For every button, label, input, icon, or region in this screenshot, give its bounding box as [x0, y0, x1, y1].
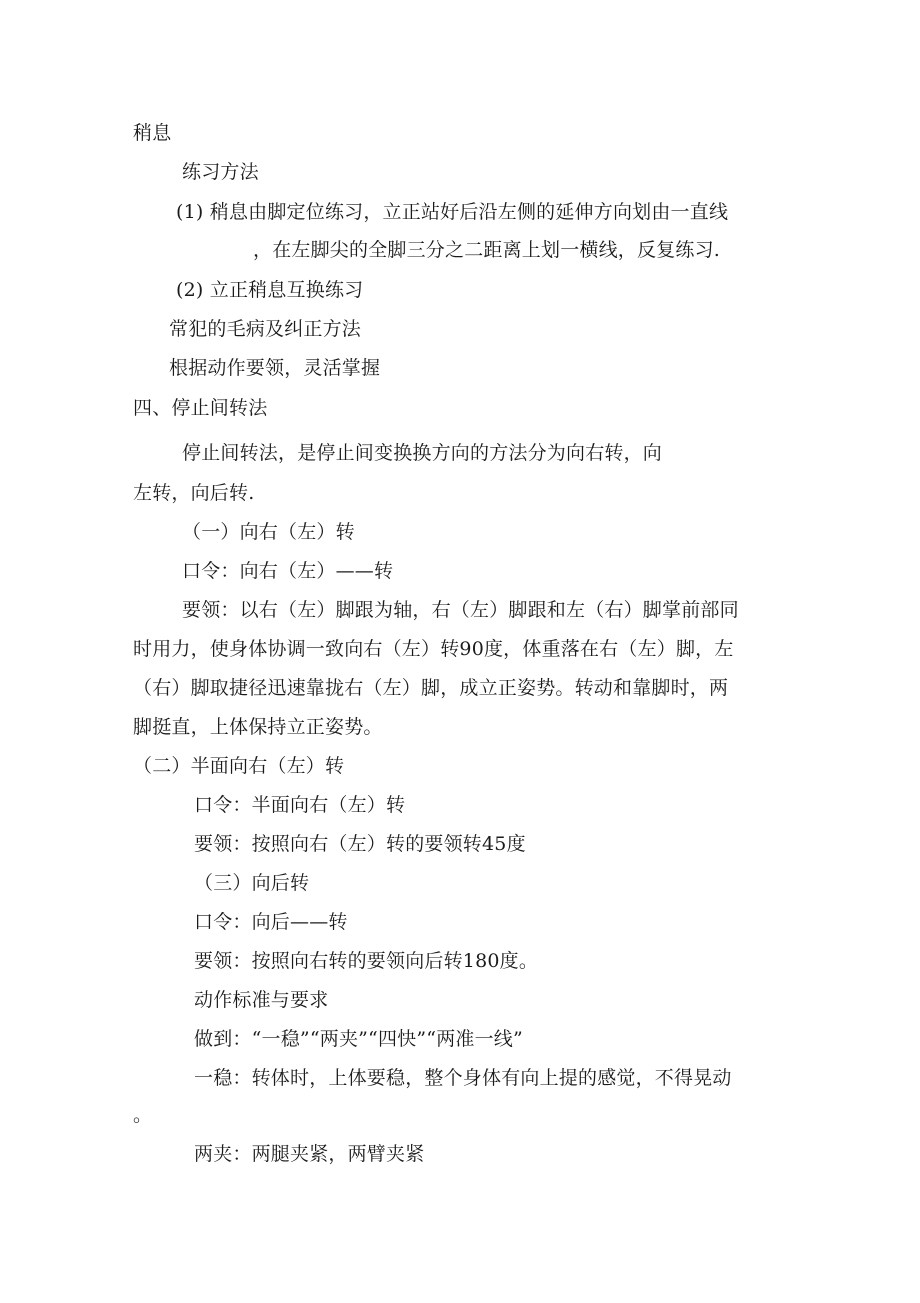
command-3: 口令：向后——转 — [194, 911, 348, 933]
standard-yiwen: 一稳：转体时，上体要稳，整个身体有向上提的感觉，不得晃动 — [194, 1067, 732, 1089]
subheading-practice-method: 练习方法 — [182, 161, 259, 183]
practice-item-2: (2) 立正稍息互换练习 — [176, 279, 364, 301]
command-1: 口令：向右（左）——转 — [182, 560, 394, 582]
practice-item-1-cont: ，在左脚尖的全脚三分之二距离上划一横线，反复练习. — [253, 239, 721, 261]
paragraph-intro-cont: 左转，向后转. — [133, 482, 255, 504]
essentials-1-line2: 时用力，使身体协调一致向右（左）转90度，体重落在右（左）脚，左 — [133, 638, 734, 660]
subheading-common-faults: 常犯的毛病及纠正方法 — [169, 318, 362, 340]
subheading-standards: 动作标准与要求 — [194, 989, 329, 1011]
essentials-3: 要领：按照向右转的要领向后转180度。 — [194, 950, 539, 972]
paragraph-faults-text: 根据动作要领，灵活掌握 — [169, 357, 381, 379]
essentials-1-line3: （右）脚取捷径迅速靠拢右（左）脚，成立正姿势。转动和靠脚时，两 — [133, 677, 729, 699]
essentials-1-line4: 脚挺直，上体保持立正姿势。 — [133, 716, 383, 738]
heading-shaoxi: 稍息 — [133, 122, 172, 144]
section-heading-4: 四、停止间转法 — [133, 397, 268, 419]
subheading-3: （三）向后转 — [194, 872, 310, 894]
standards-summary: 做到：“一稳”“两夹”“四快”“两准一线” — [194, 1028, 523, 1050]
subheading-1: （一）向右（左）转 — [182, 521, 355, 543]
paragraph-intro: 停止间转法，是停止间变换换方向的方法分为向右转，向 — [182, 442, 663, 464]
subheading-2: （二）半面向右（左）转 — [133, 755, 345, 777]
standard-yiwen-end: 。 — [133, 1104, 153, 1126]
practice-item-1: (1) 稍息由脚定位练习，立正站好后沿左侧的延伸方向划由一直线 — [176, 201, 729, 223]
essentials-1-line1: 要领：以右（左）脚跟为轴，右（左）脚跟和左（右）脚掌前部同 — [182, 599, 739, 621]
essentials-2: 要领：按照向右（左）转的要领转45度 — [194, 833, 526, 855]
standard-liangjia: 两夹：两腿夹紧，两臂夹紧 — [194, 1143, 425, 1165]
command-2: 口令：半面向右（左）转 — [194, 794, 406, 816]
